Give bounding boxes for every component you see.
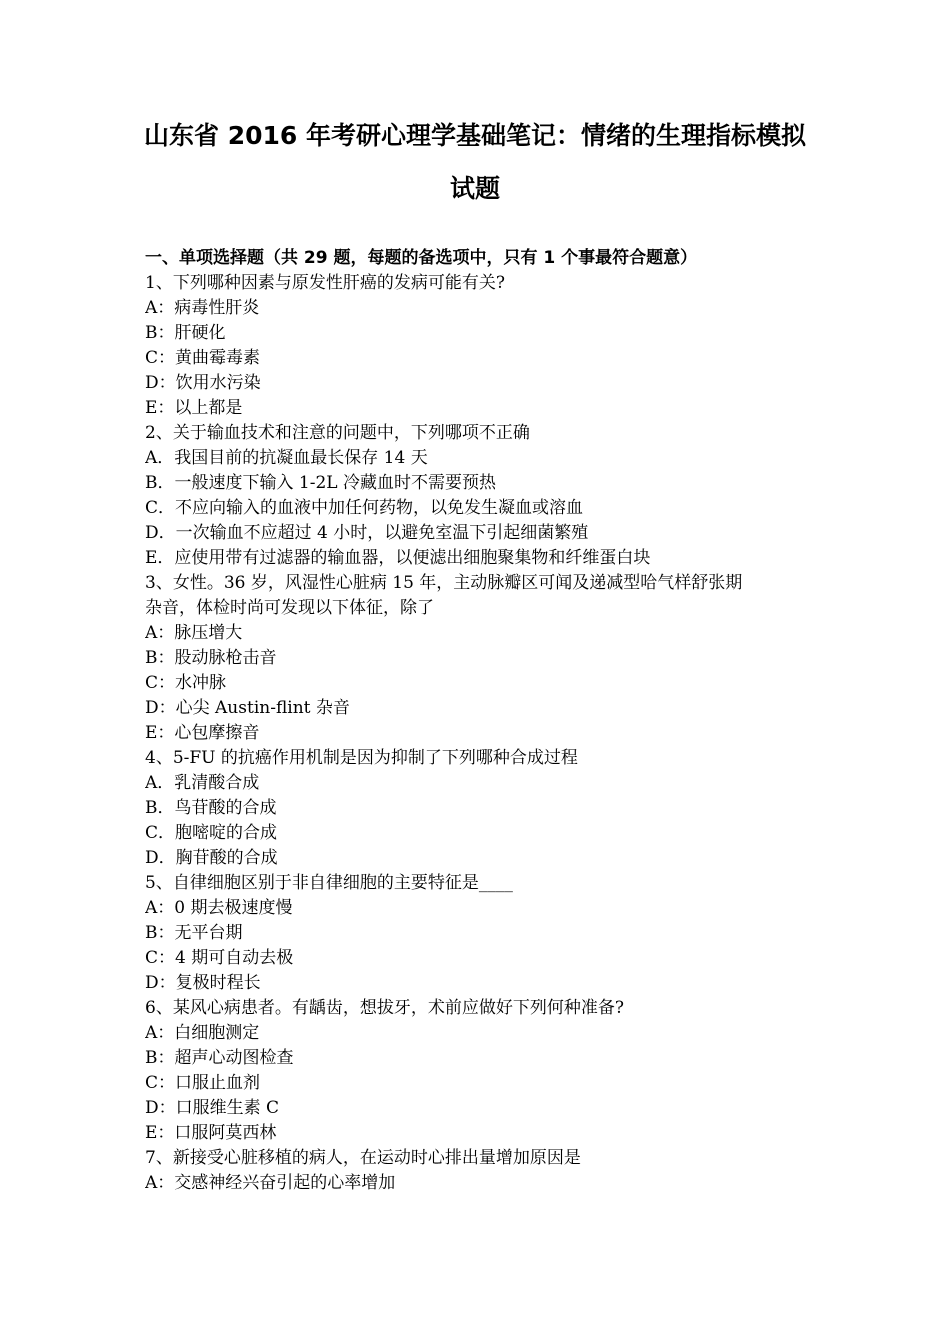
question-3-option-e: E：心包摩擦音 bbox=[145, 723, 260, 743]
question-4-option-d: D．胸苷酸的合成 bbox=[145, 848, 278, 868]
question-1-option-c: C：黄曲霉毒素 bbox=[145, 348, 261, 368]
question-3-stem-line-1: 3、女性。36 岁，风湿性心脏病 15 年，主动脉瓣区可闻及递减型哈气样舒张期 bbox=[145, 573, 743, 593]
question-2-option-d: D．一次输血不应超过 4 小时，以避免室温下引起细菌繁殖 bbox=[145, 523, 589, 543]
question-2-option-c: C．不应向输入的血液中加任何药物，以免发生凝血或溶血 bbox=[145, 498, 584, 518]
question-1-option-b: B：肝硬化 bbox=[145, 323, 226, 343]
question-5-option-b: B：无平台期 bbox=[145, 923, 243, 943]
question-7-stem: 7、新接受心脏移植的病人，在运动时心排出量增加原因是 bbox=[145, 1148, 581, 1168]
document-title-line-2: 试题 bbox=[449, 174, 500, 203]
question-3-option-b: B：股动脉枪击音 bbox=[145, 648, 277, 668]
question-6-option-c: C：口服止血剂 bbox=[145, 1073, 261, 1093]
question-1-stem: 1、下列哪种因素与原发性肝癌的发病可能有关? bbox=[145, 273, 505, 293]
question-2-stem: 2、关于输血技术和注意的问题中，下列哪项不正确 bbox=[145, 423, 530, 443]
document-title-line-1: 山东省 2016 年考研心理学基础笔记：情绪的生理指标模拟 bbox=[144, 121, 806, 150]
question-2-option-b: B．一般速度下输入 1-2L 冷藏血时不需要预热 bbox=[145, 473, 496, 493]
question-6-option-a: A：白细胞测定 bbox=[145, 1023, 260, 1043]
question-6-option-b: B：超声心动图检查 bbox=[145, 1048, 294, 1068]
section-heading: 一、单项选择题（共 29 题，每题的备选项中，只有 1 个事最符合题意） bbox=[145, 248, 698, 268]
question-4-option-a: A．乳清酸合成 bbox=[145, 773, 260, 793]
question-5-stem: 5、自律细胞区别于非自律细胞的主要特征是____ bbox=[145, 873, 513, 893]
question-5-option-a: A：0 期去极速度慢 bbox=[145, 898, 293, 918]
question-1-option-d: D：饮用水污染 bbox=[145, 373, 261, 393]
question-3-option-a: A：脉压增大 bbox=[145, 623, 243, 643]
question-6-option-e: E：口服阿莫西林 bbox=[145, 1123, 277, 1143]
document-body bbox=[145, 246, 810, 1196]
question-7-option-a: A：交感神经兴奋引起的心率增加 bbox=[145, 1173, 396, 1193]
question-6-stem: 6、某风心病患者。有龋齿，想拔牙，术前应做好下列何种准备? bbox=[145, 998, 624, 1018]
question-5-option-c: C：4 期可自动去极 bbox=[145, 948, 294, 968]
question-3-stem-line-2: 杂音，体检时尚可发现以下体征，除了 bbox=[145, 598, 434, 618]
question-1-option-e: E：以上都是 bbox=[145, 398, 243, 418]
question-4-option-b: B．鸟苷酸的合成 bbox=[145, 798, 277, 818]
question-5-option-d: D：复极时程长 bbox=[145, 973, 261, 993]
question-4-option-c: C．胞嘧啶的合成 bbox=[145, 823, 278, 843]
question-2-option-e: E．应使用带有过滤器的输血器，以便滤出细胞聚集物和纤维蛋白块 bbox=[145, 548, 651, 568]
question-4-stem: 4、5-FU 的抗癌作用机制是因为抑制了下列哪种合成过程 bbox=[145, 748, 578, 768]
question-2-option-a: A．我国目前的抗凝血最长保存 14 天 bbox=[145, 448, 428, 468]
question-6-option-d: D：口服维生素 C bbox=[145, 1098, 280, 1118]
question-1-option-a: A：病毒性肝炎 bbox=[145, 298, 260, 318]
question-3-option-d: D：心尖 Austin-flint 杂音 bbox=[145, 698, 350, 718]
question-3-option-c: C：水冲脉 bbox=[145, 673, 227, 693]
